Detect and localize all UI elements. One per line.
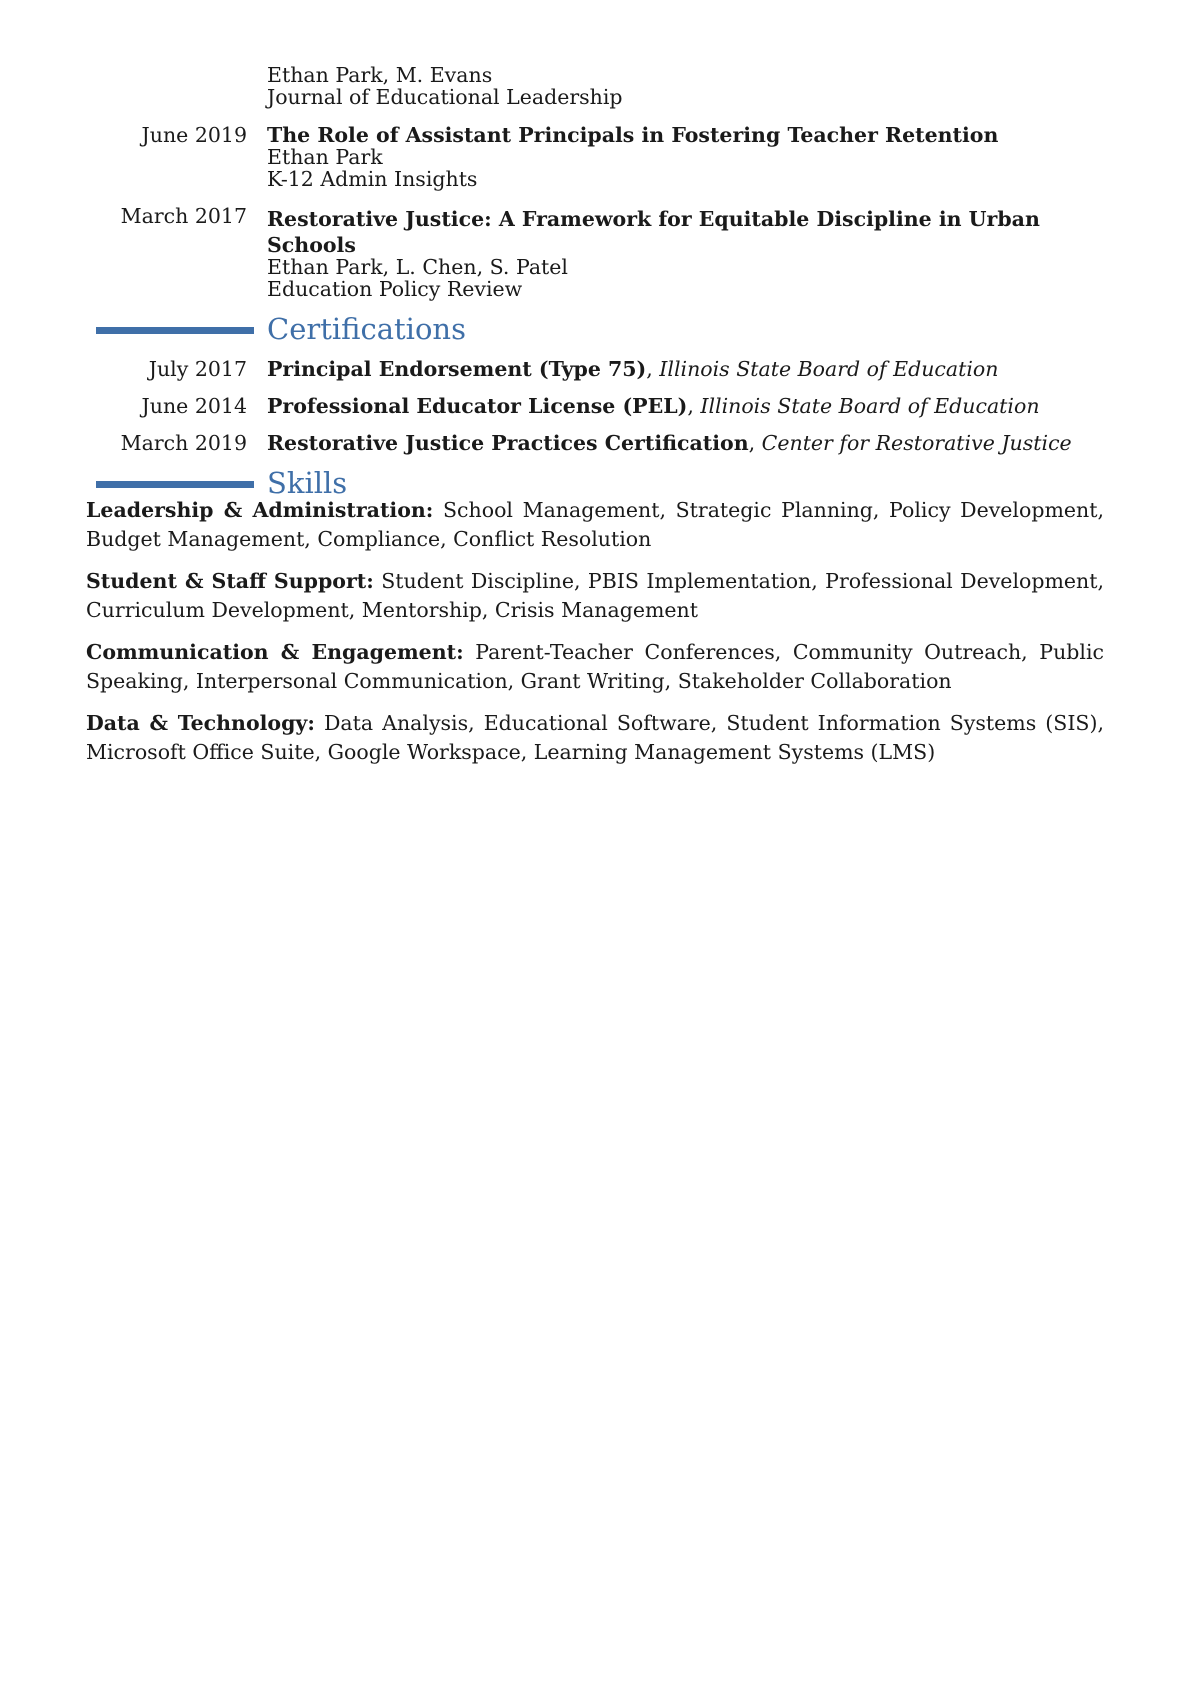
publication-date: March 2017 (120, 204, 247, 228)
certification-issuer: Illinois State Board of Education (700, 394, 1040, 418)
certification-date: March 2019 (120, 431, 247, 455)
publication-authors: Ethan Park, M. Evans (267, 63, 493, 87)
skill-group-label: Leadership & Administration: (86, 498, 434, 522)
certification-date: July 2017 (148, 357, 247, 381)
publication-title: The Role of Assistant Principals in Fostering Teacher Retention (267, 123, 999, 147)
publication-authors: Ethan Park, L. Chen, S. Patel (267, 255, 568, 279)
section-rule (96, 327, 254, 334)
publication-venue: K-12 Admin Insights (267, 167, 478, 191)
skill-group-label: Data & Technology: (86, 711, 315, 735)
publication-title-continued: Schools (267, 233, 356, 257)
skill-group (86, 567, 1104, 625)
publication-venue: Education Policy Review (267, 277, 523, 301)
section-title: Certifications (267, 312, 466, 346)
publication-authors: Ethan Park (267, 145, 383, 169)
skill-group (86, 709, 1104, 767)
certification-name: Restorative Justice Practices Certification (267, 431, 749, 455)
publication-venue: Journal of Educational Leadership (267, 85, 623, 109)
skill-group (86, 496, 1104, 554)
certification-body: Restorative Justice Practices Certification, Center for Restorative Justice (267, 431, 1072, 455)
skills-header (0, 466, 1190, 500)
section-rule (96, 481, 254, 488)
certification-name: Principal Endorsement (Type 75) (267, 357, 647, 381)
certifications-header (0, 312, 1190, 346)
publication-body (267, 205, 1117, 300)
certification-name: Professional Educator License (PEL) (267, 394, 688, 418)
certification-date: June 2014 (141, 394, 247, 418)
skill-group (86, 638, 1104, 696)
skill-group-text: School Management, Strategic Planning, Policy Development, Budget Management, Compliance, Conflict Resolution (86, 498, 1104, 551)
certification-issuer: Illinois State Board of Education (659, 357, 999, 381)
publication-title: Restorative Justice: A Framework for Equitable Discipline in Urban (267, 207, 1040, 231)
certification-body: Professional Educator License (PEL), Illinois State Board of Education (267, 394, 1040, 418)
section-title: Skills (267, 466, 348, 500)
skill-group-text: Parent-Teacher Conferences, Community Outreach, Public Speaking, Interpersonal Communication, Grant Writing, Stakeholder Collaboration (86, 640, 1104, 693)
skill-group-text: Student Discipline, PBIS Implementation, Professional Development, Curriculum Development, Mentorship, Crisis Management (86, 569, 1104, 622)
certification-issuer: Center for Restorative Justice (761, 431, 1072, 455)
skill-group-label: Communication & Engagement: (86, 640, 464, 664)
publication-body (267, 64, 1117, 108)
skill-group-label: Student & Staff Support: (86, 569, 374, 593)
certification-body: Principal Endorsement (Type 75), Illinois State Board of Education (267, 357, 999, 381)
publication-body (267, 124, 1117, 190)
skill-group-text: Data Analysis, Educational Software, Student Information Systems (SIS), Microsoft Office Suite, Google Workspace, Learning Management Systems (LMS) (86, 711, 1104, 764)
publication-date: June 2019 (141, 123, 247, 147)
